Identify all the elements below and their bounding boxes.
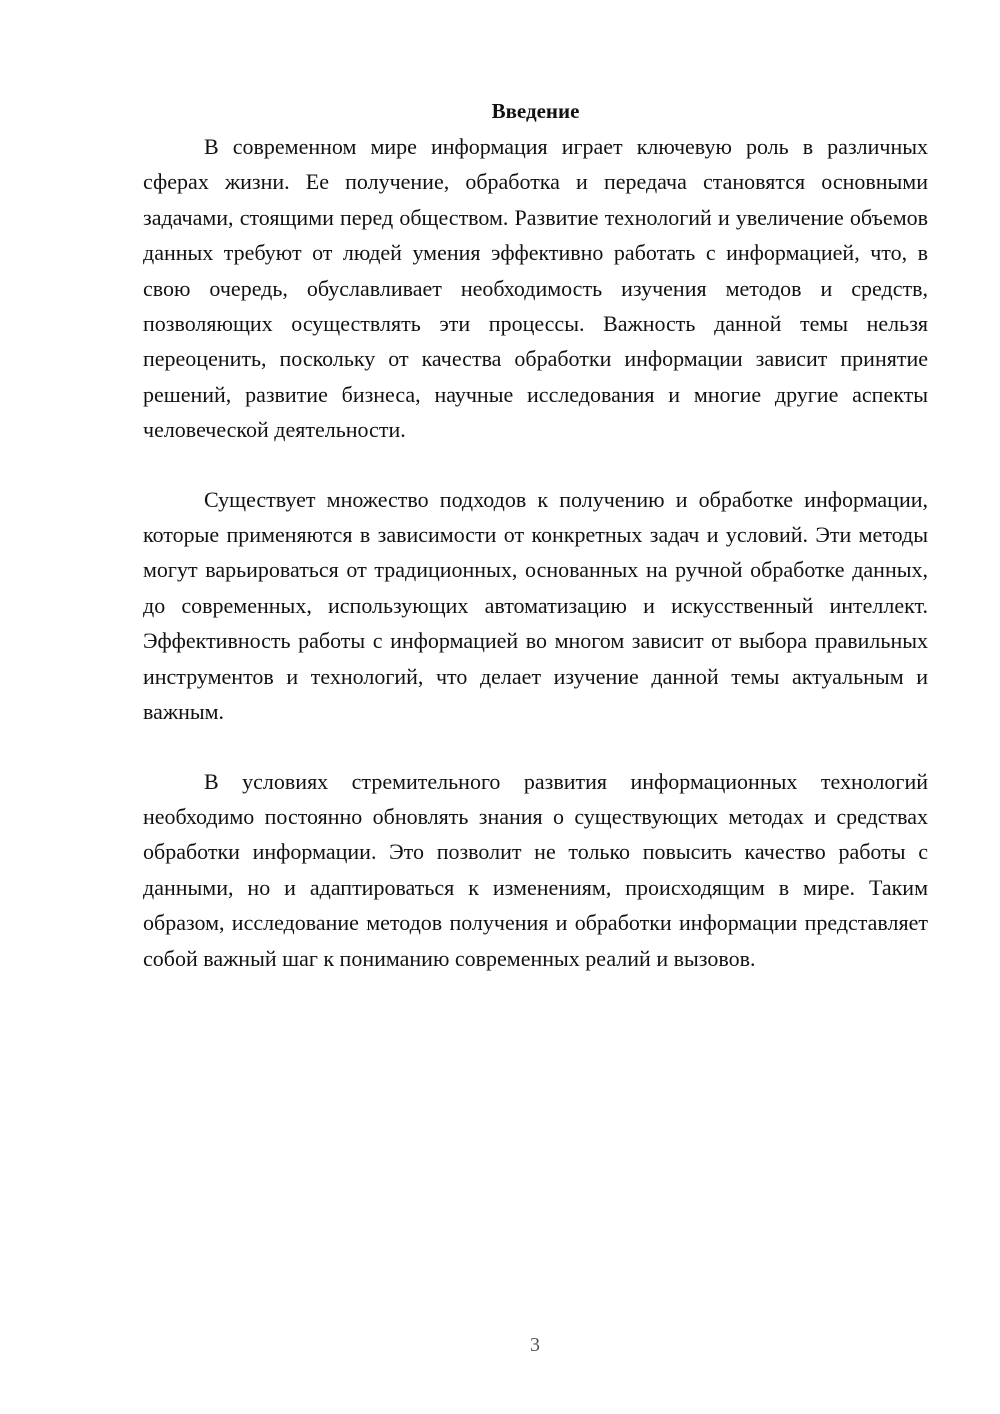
paragraph-2: Существует множество подходов к получению и обработке информации, которые применяются в зависимости от конкретных задач и условий. Эти методы могут варьироваться от традиционных, основанных на ручной обработке данных, до современных, использующих автоматизацию и искусственный интеллект. Эффективность работы с информацией во многом зависит от выбора правильных инструментов и технологий, что делает изучение данной темы актуальным и важным. [143,486,928,725]
page-number: 3 [530,1334,540,1356]
paragraph-1: В современном мире информация играет ключевую роль в различных сферах жизни. Ее получение, обработка и передача становятся основными задачами, стоящими перед обществом. Развитие технологий и увеличение объемов данных требуют от людей умения эффективно работать с информацией, что, в свою очередь, обуславливает необходимость изучения методов и средств, позволяющих осуществлять эти процессы. Важность данной темы нельзя переоценить, поскольку от качества обработки информации зависит принятие решений, развитие бизнеса, научные исследования и многие другие аспекты человеческой деятельности. [143,134,928,443]
section-title: Введение [491,99,580,123]
page-content [143,94,928,976]
paragraph-3: В условиях стремительного развития информационных технологий необходимо постоянно обновлять знания о существующих методах и средствах обработки информации. Это позволит не только повысить качество работы с данными, но и адаптироваться к изменениям, происходящим в мире. Таким образом, исследование методов получения и обработки информации представляет собой важный шаг к пониманию современных реалий и вызовов. [143,768,928,971]
